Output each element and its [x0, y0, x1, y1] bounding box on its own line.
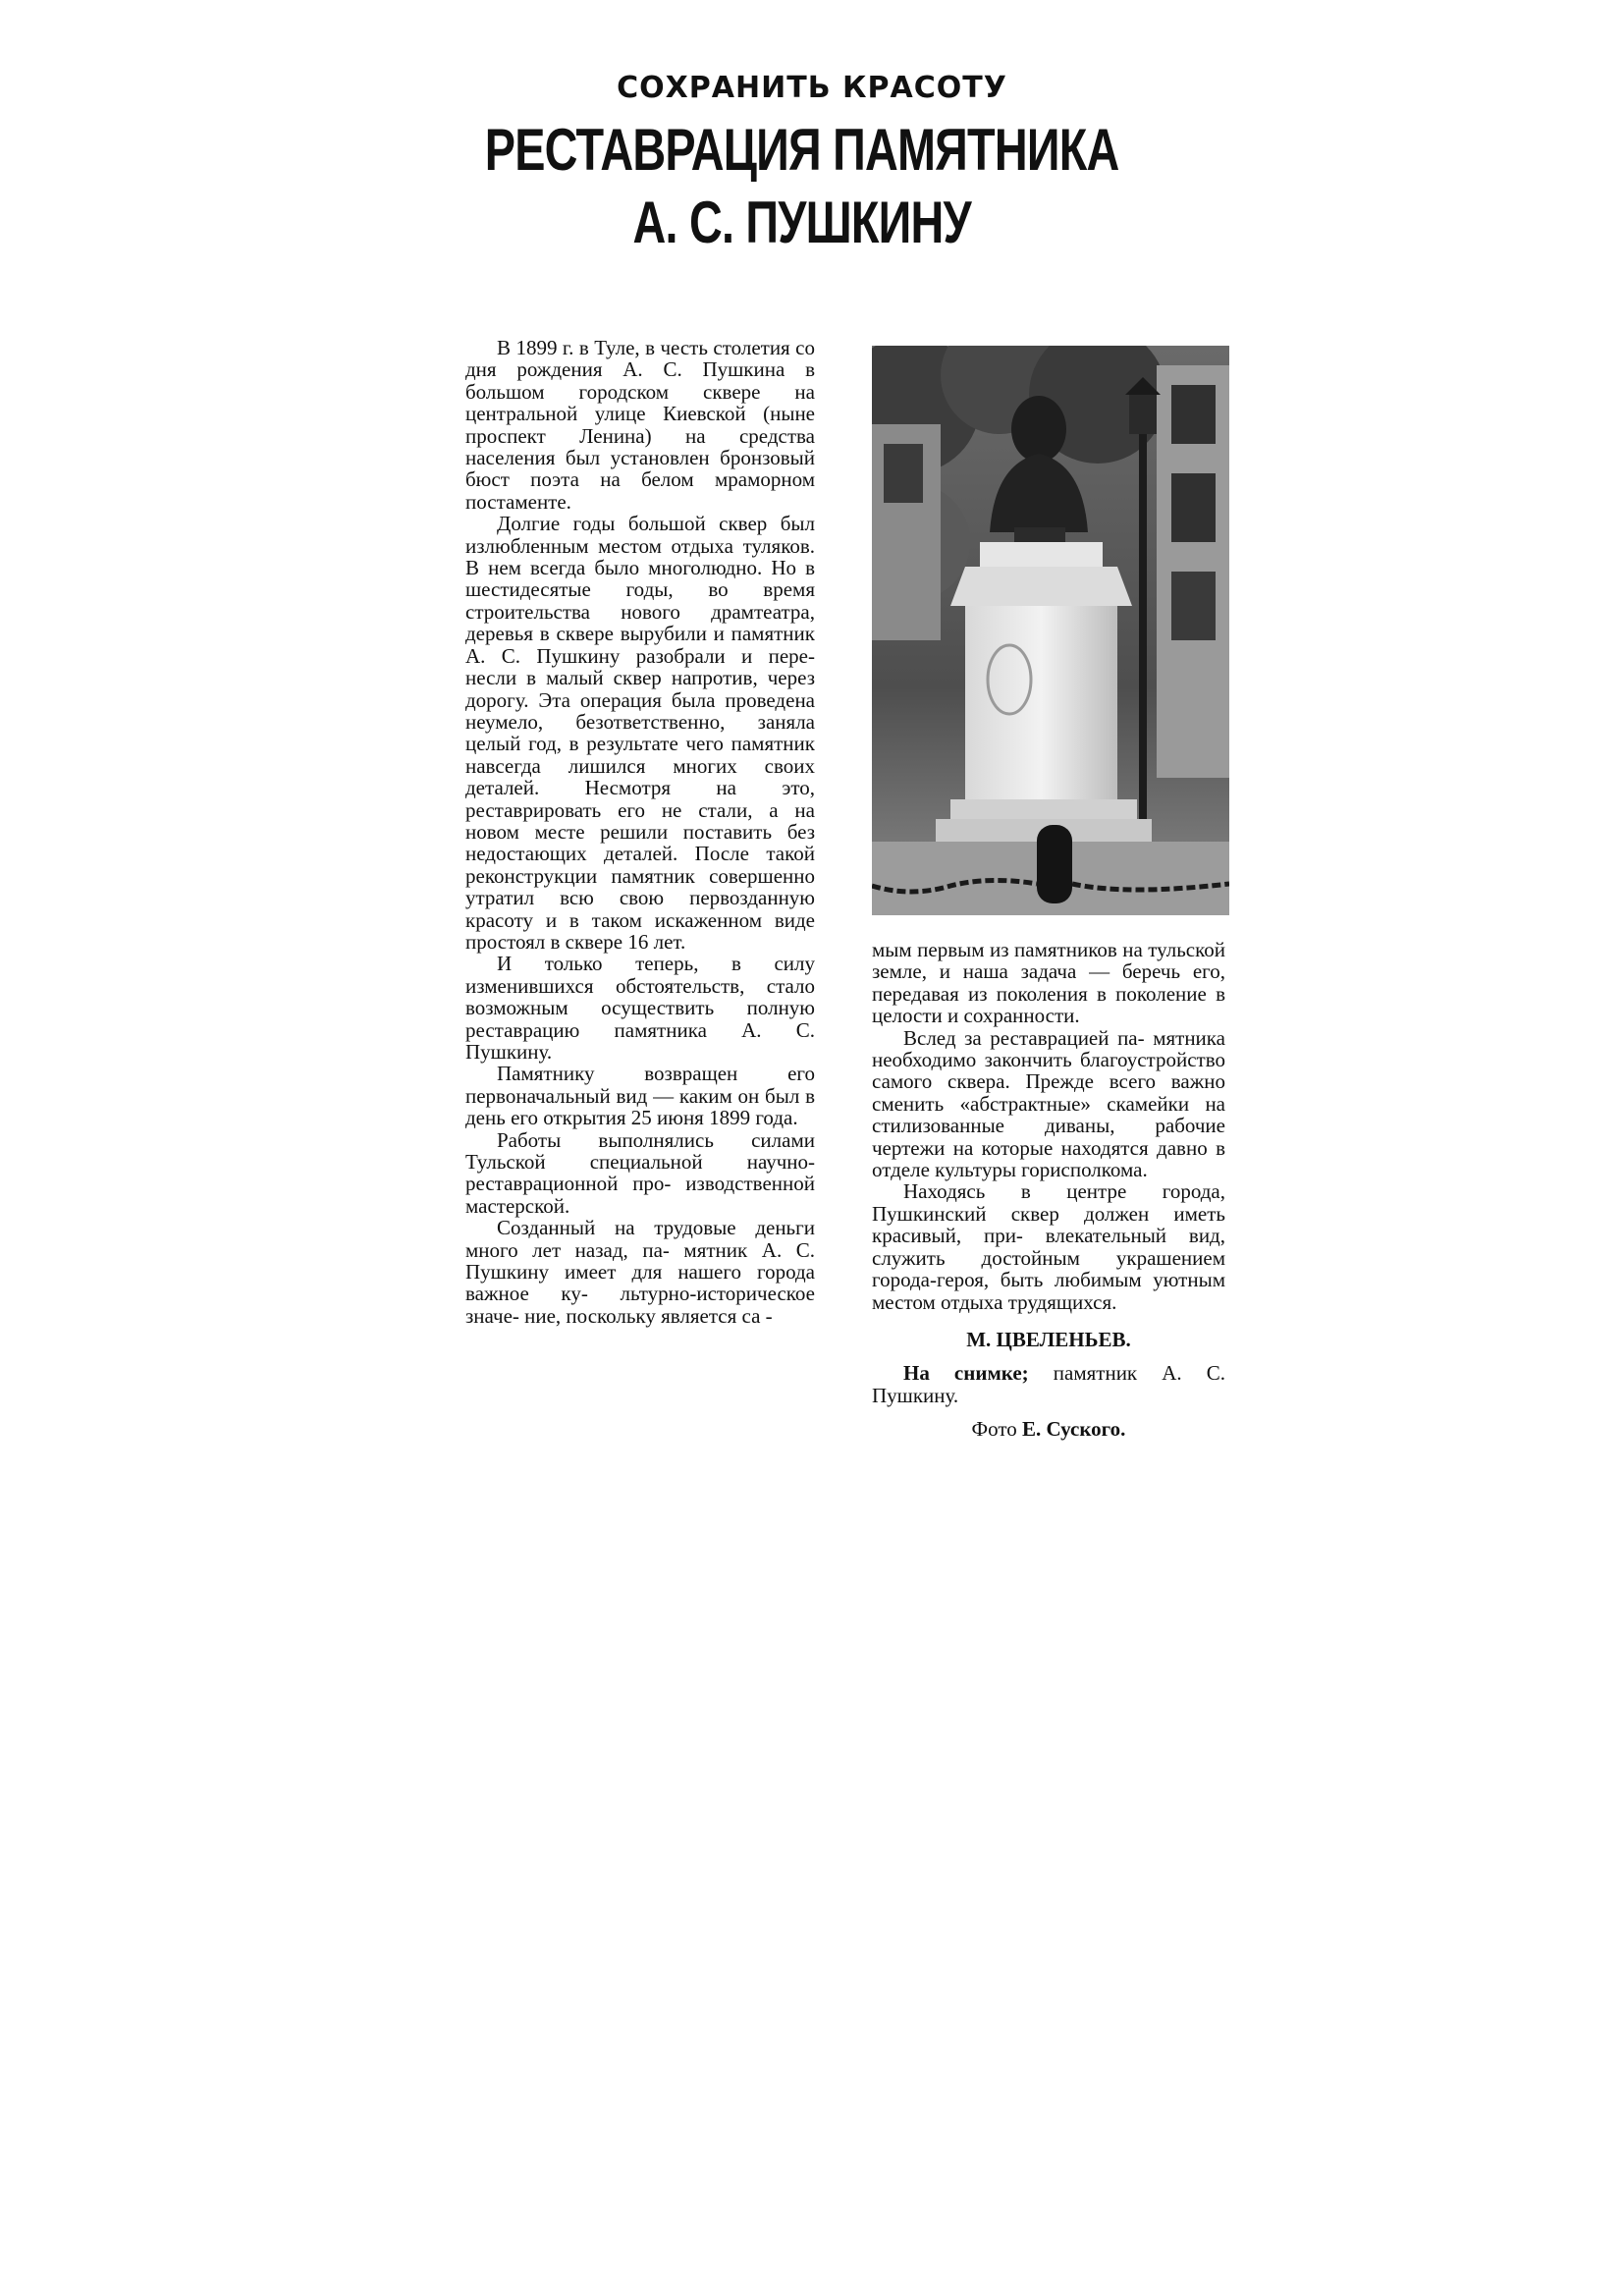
credit-label: Фото	[971, 1417, 1017, 1442]
paragraph: мым первым из памятников на тульской земле, и наша задача — беречь его, передавая из поколения в поколение в целости и сохранности.	[872, 938, 1225, 1028]
paragraph: Памятнику возвращен его первоначальный вид — каким он был в день его открытия 25 июня 1899 года.	[465, 1062, 815, 1130]
caption-text: памятник А. С. Пушкину.	[872, 1361, 1225, 1407]
paragraph: Долгие годы большой сквер был излюбленным местом отдыха туляков. В нем всегда было многолюдно. Но в шестидесятые годы, во время строительства нового драмтеатра, деревья в сквере вырубили и памятник А. С. Пушкину разобрали и пере- несли в малый сквер напротив, через дорогу. Эта операция была проведена неумело, безответственно, заняла целый год, в результате чего памятник навсегда лишился многих своих деталей. Несмотря на это, реставрировать его не стали, а на новом месте решили поставить без недостающих деталей. После такой реконструкции памятник совершенно утратил всю свою первозданную красоту и в таком искаженном виде простоял в сквере 16 лет.	[465, 512, 815, 954]
paragraph: Вслед за реставрацией па- мятника необходимо закончить благоустройство самого сквера. Прежде всего важно сменить «абстрактные» скамейки на стилизованные диваны, рабочие чертежи на которые находятся давно в отделе культуры горисполкома.	[872, 1025, 1225, 1182]
author-signature: М. ЦВЕЛЕНЬЕВ.	[966, 1327, 1131, 1351]
paragraph: И только теперь, в силу изменившихся обстоятельств, стало возможным осуществить полную реставрацию памятника А. С. Пушкину.	[465, 952, 815, 1064]
paragraph: Работы выполнялись силами Тульской специальной научно-реставрационной про- изводственной мастерской.	[465, 1127, 815, 1218]
photo-caption	[872, 1362, 1225, 1406]
paragraph: В 1899 г. в Туле, в честь столетия со дня рождения А. С. Пушкина в большом городском сквере на центральной улице Киевской (ныне проспект Ленина) на средства населения был установлен бронзовый бюст поэта на белом мраморном постаменте.	[465, 336, 815, 514]
paragraph: Созданный на трудовые деньги много лет назад, па- мятник А. С. Пушкину имеет для нашего города важное ку- льтурно-историческое значе- ние, поскольку является са -	[465, 1216, 815, 1328]
paragraph: Находясь в центре города, Пушкинский сквер должен иметь красивый, при- влекательный вид, служить достойным украшением города-героя, быть любимым уютным местом отдыха трудящихся.	[872, 1179, 1225, 1314]
article-column-left	[465, 337, 815, 1327]
headline-line-1: РЕСТАВРАЦИЯ ПАМЯТНИКА	[484, 117, 1119, 183]
caption-label: На снимке;	[903, 1361, 1029, 1386]
photo-credit	[872, 1418, 1225, 1440]
article-kicker: СОХРАНИТЬ КРАСОТУ	[617, 71, 1007, 105]
article-headline	[169, 114, 1435, 259]
monument-photo	[872, 346, 1229, 915]
credit-name: Е. Суского.	[1022, 1417, 1126, 1442]
pushkin-monument-image	[872, 346, 1229, 915]
article-column-right	[872, 939, 1225, 1441]
headline-line-2: А. С. ПУШКИНУ	[632, 190, 971, 255]
